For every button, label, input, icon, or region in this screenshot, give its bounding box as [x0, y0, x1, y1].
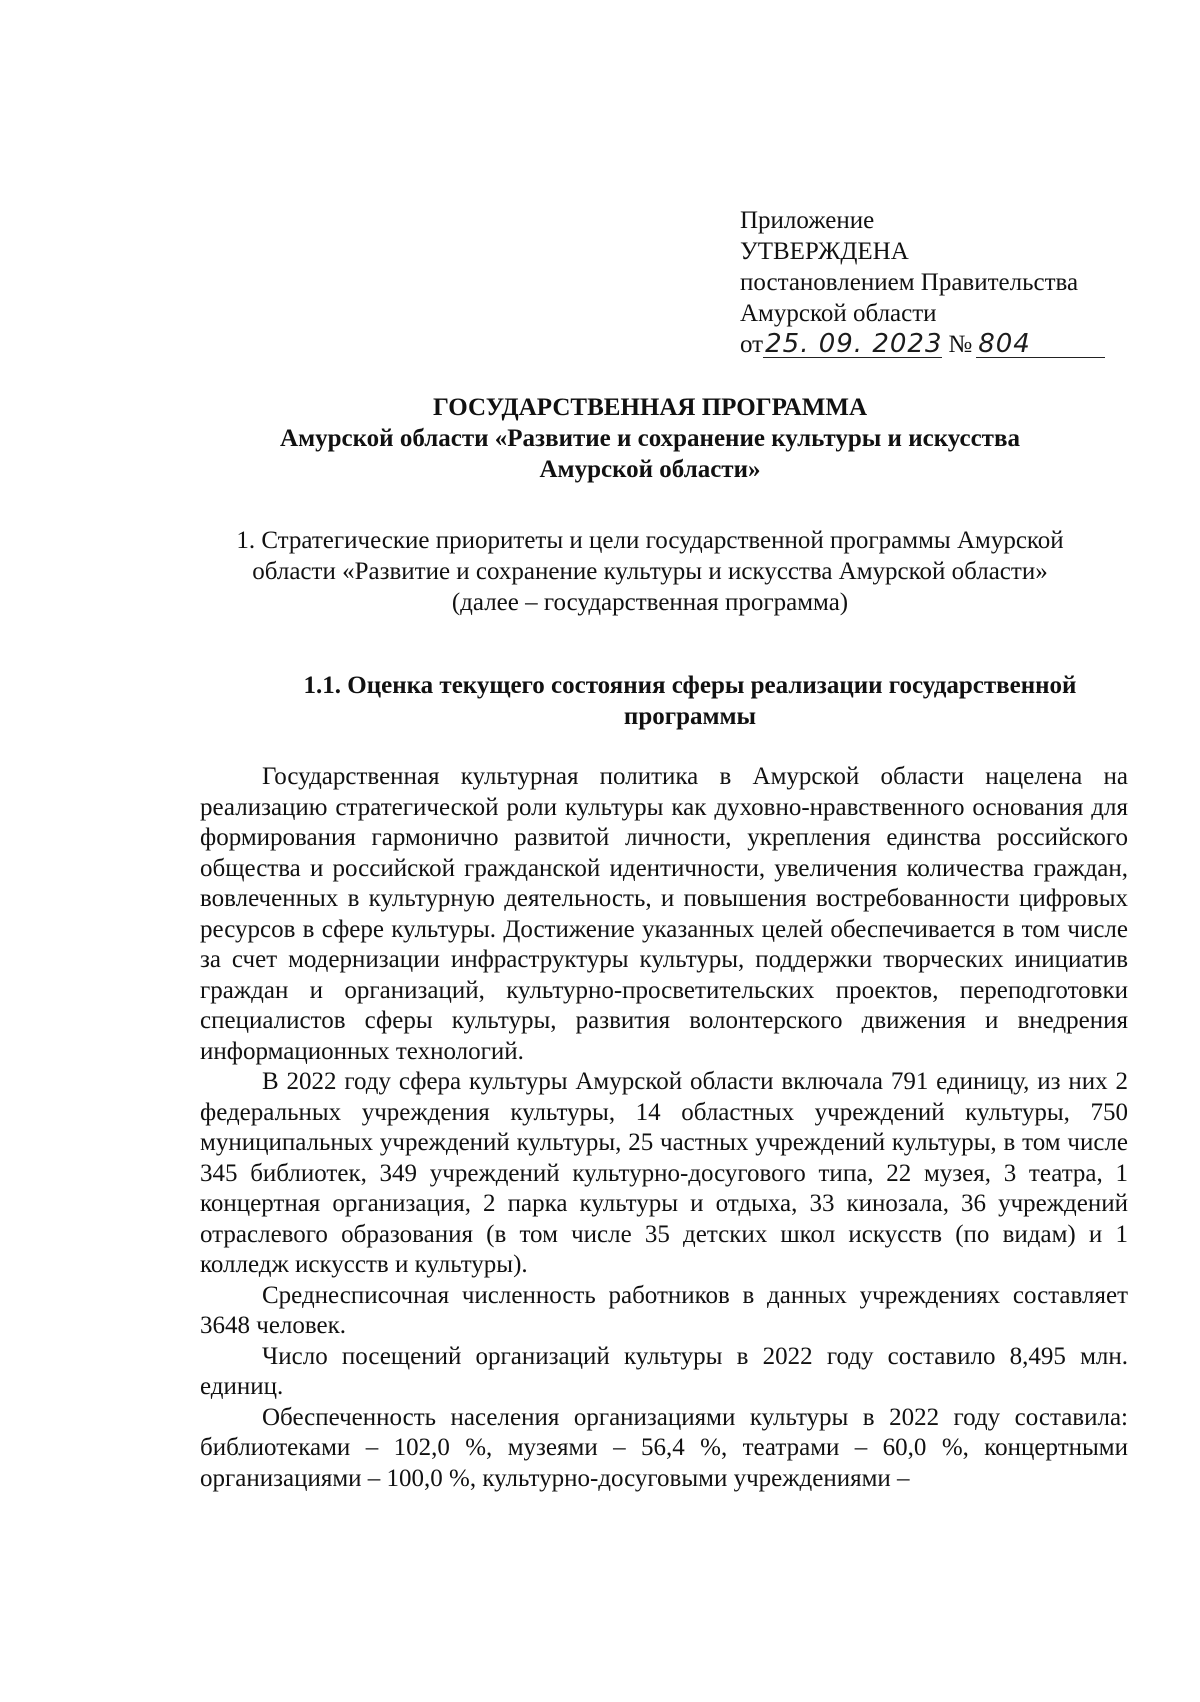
paragraph: Обеспеченность населения организациями культуры в 2022 году составила: библиотеками – 102,0 %, музеями – 56,4 %, театрами – 60,0 %, концертными организациями – 100,0 %, культурно-досуговыми учреждениями – — [200, 1403, 1128, 1492]
section-1-1-line2: программы — [623, 703, 757, 730]
handwritten-date: 25. 09. 2023 — [765, 329, 943, 359]
approval-approved-label: УТВЕРЖДЕНА — [740, 238, 909, 265]
section-1-line2: области «Развитие и сохранение культуры и искусства Амурской области» — [252, 558, 1048, 585]
paragraph: Среднесписочная численность работников в данных учреждениях составляет 3648 человек. — [200, 1281, 1128, 1339]
paragraph: Число посещений организаций культуры в 2022 году составило 8,495 млн. единиц. — [200, 1342, 1128, 1400]
title-main: ГОСУДАРСТВЕННАЯ ПРОГРАММА — [432, 394, 868, 421]
paragraph: Государственная культурная политика в Амурской области нацелена на реализацию стратегической роли культуры как духовно-нравственного основания для формирования гармонично развитой личности, укрепления единства российского общества и российской гражданской идентичности, увеличения количества граждан, вовлеченных в культурную деятельность, и повышения востребованности цифровых ресурсов в сфере культуры. Достижение указанных целей обеспечивается в том числе за счет модернизации инфраструктуры культуры, поддержки творческих инициатив граждан и организаций, культурно-просветительских проектов, переподготовки специалистов сферы культуры, развития волонтерского движения и внедрения информационных технологий. — [200, 763, 1128, 1065]
approval-date-number-line — [740, 329, 1160, 360]
approval-appendix-label: Приложение — [740, 207, 875, 234]
section-1-line3: (далее – государственная программа) — [451, 589, 849, 616]
number-sign: № — [948, 331, 973, 358]
section-1-line1: 1. Стратегические приоритеты и цели государственной программы Амурской — [236, 527, 1064, 554]
section-1-1-line1: 1.1. Оценка текущего состояния сферы реализации государственной — [303, 672, 1077, 699]
section-1-heading — [150, 525, 1150, 618]
title-subtitle-line1: Амурской области «Развитие и сохранение культуры и искусства — [280, 425, 1020, 452]
title-subtitle-line2: Амурской области» — [539, 456, 761, 483]
approval-resolution-label: постановлением Правительства — [740, 269, 1079, 296]
section-1-1-heading — [230, 670, 1150, 732]
approval-block — [740, 205, 1160, 360]
approval-region-label: Амурской области — [740, 300, 937, 327]
date-prefix: от — [740, 331, 764, 358]
paragraph: В 2022 году сфера культуры Амурской области включала 791 единицу, из них 2 федеральных учреждения культуры, 14 областных учреждений культуры, 750 муниципальных учреждений культуры, 25 частных учреждений культуры, в том числе 345 библиотек, 349 учреждений культурно-досугового типа, 22 музея, 3 театра, 1 концертная организация, 2 парка культуры и отдыха, 33 кинозала, 36 учреждений отраслевого образования (в том числе 35 детских школ искусств (по видам) и 1 колледж искусств и культуры). — [200, 1068, 1128, 1278]
handwritten-number: 804 — [976, 332, 1105, 358]
body-text — [200, 762, 1128, 1494]
program-title — [150, 392, 1150, 485]
